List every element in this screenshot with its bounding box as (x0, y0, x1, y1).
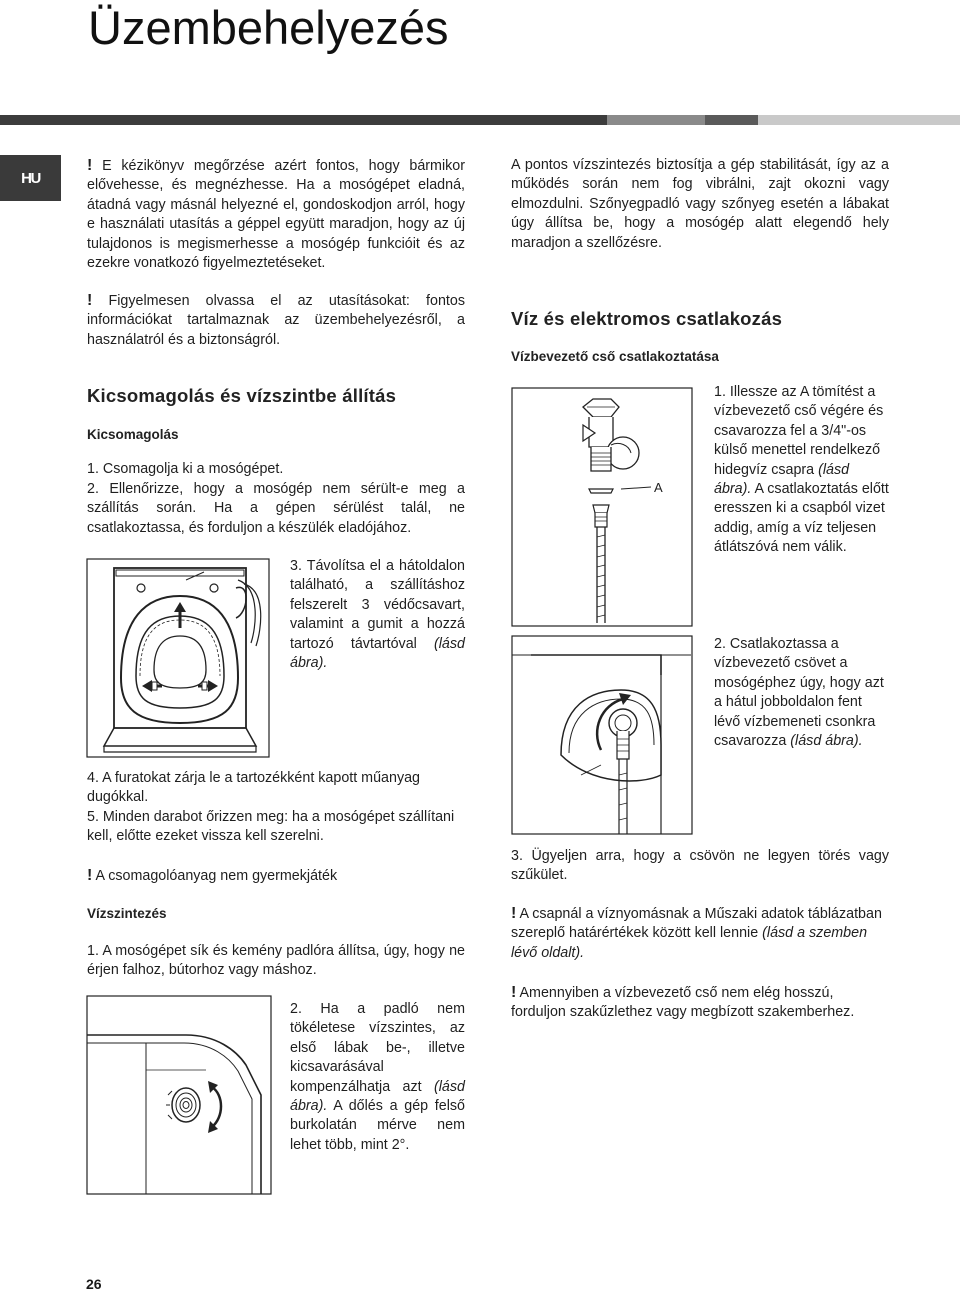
unpack-step-1: 1. Csomagolja ki a mosógépet. (87, 461, 284, 477)
washer-back-figure (86, 558, 270, 758)
unpack-step-5: 5. Minden darabot őrizzen meg: ha a mosógépet szállítani kell, előtte ezeket vissza kell szerelni. (87, 809, 455, 845)
instructions-note: ! Figyelmesen olvassa el az utasításokat: fontos információkat tartalmaznak az üzembehelyezésről, a használatról és a biztonságról. (87, 292, 465, 348)
header-divider-bar (0, 115, 960, 125)
unpack-step-3: 3. Távolítsa el a hátoldalon található, a szállításhoz felszerelt 3 védőcsavart, valamint a gumit a hozzá tartozó távtartóval (lásd ábra). (290, 558, 465, 672)
water-step-3: 3. Ügyeljen arra, hogy a csövön ne legyen törés vagy szűkület. (511, 848, 889, 884)
section-title-unpacking: Kicsomagolás és vízszintbe állítás (87, 385, 397, 406)
warning-mark: ! (87, 867, 93, 884)
unpack-step-2: 2. Ellenőrizze, hogy a mosógép nem sérült-e meg a szállítás során. Ha a gépen sérülést talál, ne csatlakoztassa, és forduljon a készülék eladójához. (87, 481, 465, 536)
intro-paragraph: ! E kézikönyv megőrzése azért fontos, hogy bármikor elővehesse, és megnézhesse. Ha a mosógépet eladná, átadná vagy másnál helyezné el, gondoskodjon arról, hogy e használati utasítás a géppel együtt maradjon, hogy az új tulajdonos is megismerhesse a mosógép funkcióit és az ezekre vonatkozó figyelmeztetéseket. (87, 157, 465, 272)
level-step-1: 1. A mosógépet sík és kemény padlóra állítsa, úgy, hogy ne érjen falhoz, bútorhoz vagy máshoz. (87, 943, 465, 979)
level-step-2: 2. Ha a padló nem tökéletese vízszintes, az első lábak be-, illetve kicsavarásával kompenzálhatja azt (lásd ábra). A dőlés a gép felső burkolatán mérve nem lehet több, mint 2°. (290, 1001, 465, 1153)
page-number: 26 (86, 1276, 102, 1292)
page-title: Üzembehelyezés (88, 1, 449, 54)
section-title-water-electric: Víz és elektromos csatlakozás (511, 308, 783, 329)
hose-length-warning: ! Amennyiben a vízbevezető cső nem elég hosszú, forduljon szakűzlethez vagy megbízott szakemberhez. (511, 984, 855, 1021)
packaging-warning: ! A csomagolóanyag nem gyermekjáték (87, 867, 338, 884)
warning-mark: ! (511, 984, 517, 1001)
tap-connection-figure (511, 387, 693, 627)
water-step-1: 1. Illessze az A tömítést a vízbevezető cső végére és csavarozza fel a 3/4"-os külső menettel rendelkező hidegvíz csapra (lásd ábra). A csatlakoztatás előtt eresszen ki a csapból vizet addig, amíg a víz teljesen átlátszóvá nem válik. (714, 384, 889, 556)
warning-mark: ! (511, 905, 517, 922)
unpack-step-4: 4. A furatokat zárja le a tartozékként kapott műanyag dugókkal. (87, 770, 420, 806)
warning-mark: ! (87, 292, 93, 309)
warning-mark: ! (87, 157, 93, 174)
foot-adjust-figure (86, 995, 272, 1195)
water-step-2: 2. Csatlakoztassa a vízbevezető csövet a mosógéphez úgy, hogy azt a hátul jobboldalon fent lévő vízbemeneti csonkra csavarozza (lásd ábra). (714, 636, 884, 750)
subtitle-leveling: Vízszintezés (87, 906, 167, 921)
leveling-note: A pontos vízszintezés biztosítja a gép stabilitását, így az a működés során nem fog vibrálni, zajt okozni vagy elmozdulni. Szőnyegpadló vagy szőnyeg esetén a lábakat úgy állítsa be, hogy a mosógép alatt elegendő hely maradjon a szellőzésre. (511, 157, 889, 251)
pressure-warning: ! A csapnál a víznyomásnak a Műszaki adatok táblázatban szereplő határértékek között kell lennie (lásd a szemben lévő oldalt). (511, 905, 882, 961)
seal-label-a: A (654, 480, 663, 495)
subtitle-unpacking: Kicsomagolás (87, 427, 179, 442)
language-tab: HU (0, 155, 61, 201)
subtitle-inlet-hose: Vízbevezető cső csatlakoztatása (511, 349, 719, 364)
machine-inlet-figure (511, 635, 693, 835)
